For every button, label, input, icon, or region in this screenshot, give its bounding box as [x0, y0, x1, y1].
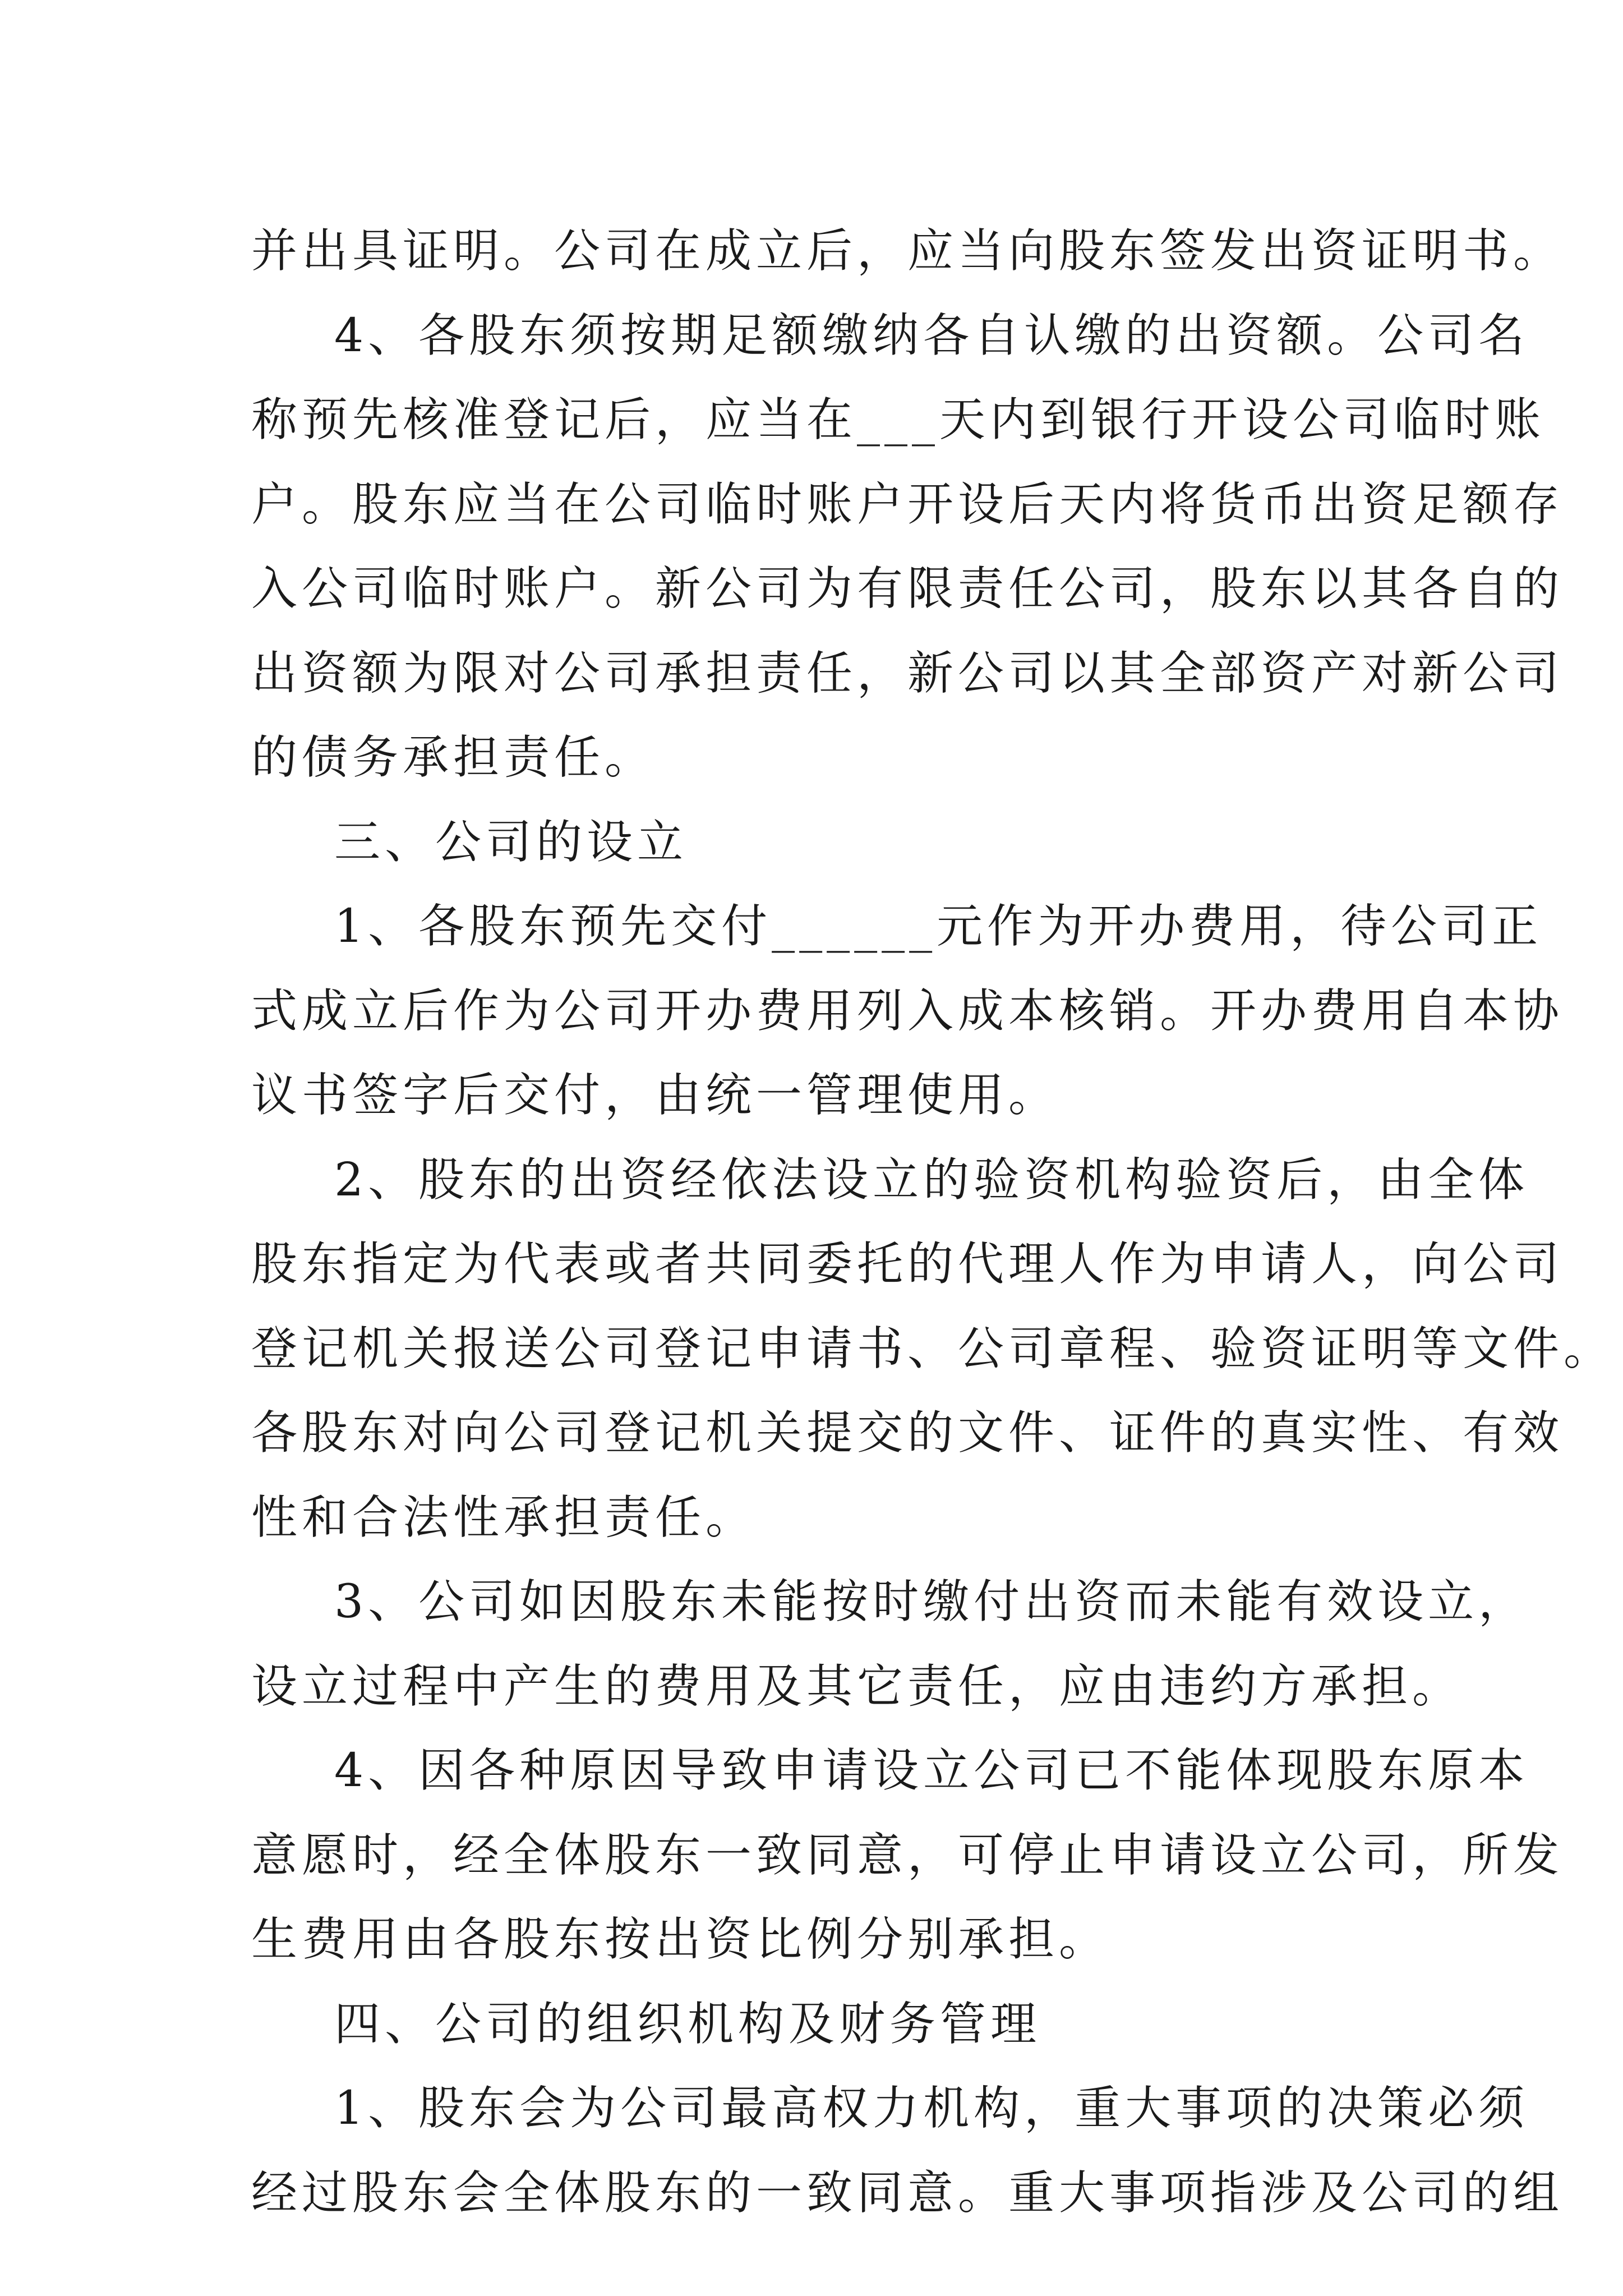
- text-line: 4、因各种原因导致申请设立公司已不能体现股东原本: [334, 1744, 1529, 1797]
- text-line: 2、股东的出资经依法设立的验资机构验资后，由全体: [334, 1153, 1529, 1207]
- text-line: 4、各股东须按期足额缴纳各自认缴的出资额。公司名: [334, 309, 1529, 362]
- text-line: 称预先核准登记后，应当在___天内到银行开设公司临时账: [251, 393, 1546, 447]
- text-line: 出资额为限对公司承担责任，新公司以其全部资产对新公司: [251, 646, 1564, 700]
- text-line: 1、各股东预先交付______元作为开办费用，待公司正: [334, 900, 1543, 953]
- text-line: 经过股东会全体股东的一致同意。重大事项指涉及公司的组: [251, 2166, 1564, 2220]
- text-line: 性和合法性承担责任。: [251, 1490, 757, 1544]
- text-line: 入公司临时账户。新公司为有限责任公司，股东以其各自的: [251, 562, 1564, 615]
- text-line: 各股东对向公司登记机关提交的文件、证件的真实性、有效: [251, 1406, 1564, 1460]
- text-line: 户。股东应当在公司临时账户开设后天内将货币出资足额存: [251, 477, 1564, 531]
- text-line: 设立过程中产生的费用及其它责任，应由违约方承担。: [251, 1659, 1463, 1713]
- text-line: 生费用由各股东按出资比例分别承担。: [251, 1913, 1110, 1966]
- text-line: 3、公司如因股东未能按时缴付出资而未能有效设立，: [334, 1575, 1529, 1628]
- text-line: 登记机关报送公司登记申请书、公司章程、验资证明等文件。: [251, 1322, 1615, 1375]
- text-line: 股东指定为代表或者共同委托的代理人作为申请人，向公司: [251, 1237, 1564, 1291]
- text-line: 式成立后作为公司开办费用列入成本核销。开办费用自本协: [251, 984, 1564, 1038]
- text-line: 议书签字后交付，由统一管理使用。: [251, 1069, 1059, 1122]
- text-line: 1、股东会为公司最高权力机构，重大事项的决策必须: [334, 2082, 1529, 2135]
- document-body: [251, 209, 1615, 2235]
- text-line: 的债务承担责任。: [251, 731, 656, 784]
- text-line: 意愿时，经全体股东一致同意，可停止申请设立公司，所发: [251, 1828, 1564, 1882]
- text-line: 并出具证明。公司在成立后，应当向股东签发出资证明书。: [251, 224, 1564, 278]
- text-line: 三、公司的设立: [334, 815, 688, 869]
- text-line: 四、公司的组织机构及财务管理: [334, 1997, 1041, 2051]
